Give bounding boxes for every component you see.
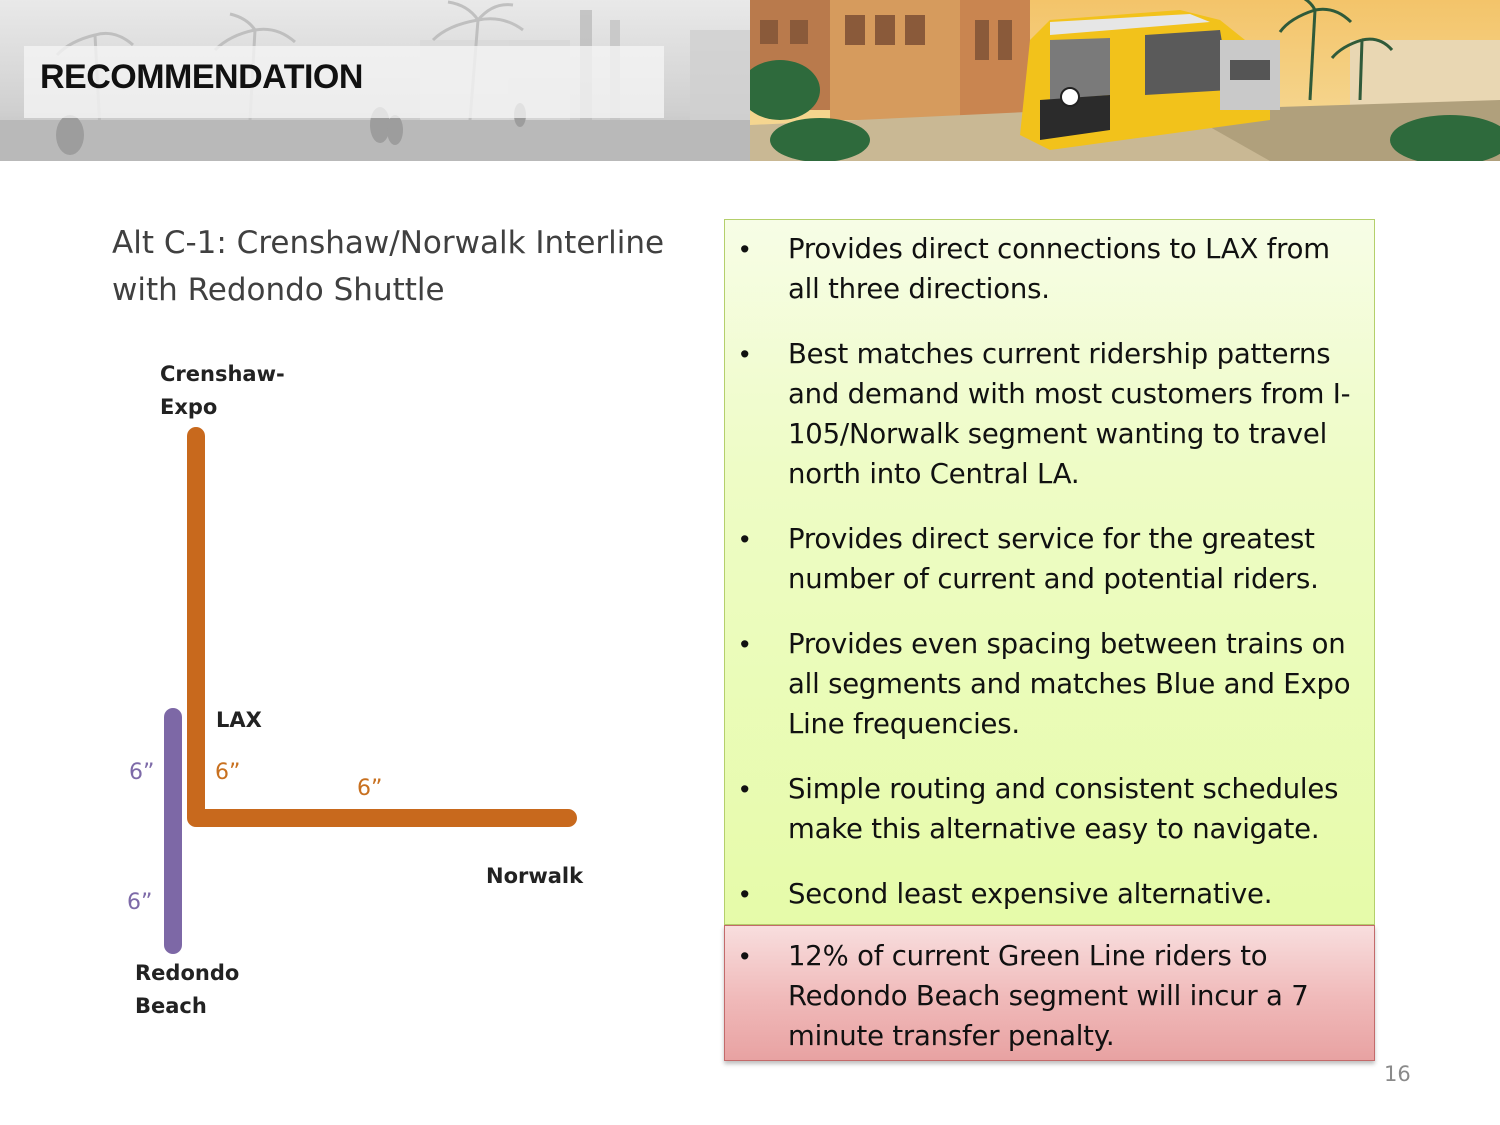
cons-box [724, 925, 1375, 1061]
alternative-title-line2: with Redondo Shuttle [112, 272, 445, 308]
page-title: RECOMMENDATION [40, 58, 363, 96]
bullet-dot: • [740, 524, 750, 554]
station-norwalk: Norwalk [486, 864, 584, 888]
train-illustration [750, 0, 1500, 161]
bullet-line: Provides direct connections to LAX from [788, 233, 1330, 265]
bullet-dot: • [740, 774, 750, 804]
bullet-line: 105/Norwalk segment wanting to travel [788, 418, 1328, 450]
frequency-orange-vertical: 6” [215, 760, 241, 785]
bullet-line: 12% of current Green Line riders to [788, 940, 1268, 972]
frequency-orange-horizontal: 6” [357, 776, 383, 801]
bullet-line: number of current and potential riders. [788, 563, 1319, 595]
bullet-line: Simple routing and consistent schedules [788, 773, 1339, 805]
bullet-text [788, 624, 1358, 744]
station-redondo-line1: Redondo [135, 961, 240, 985]
station-lax: LAX [216, 708, 262, 732]
bullet-line: minute transfer penalty. [788, 1020, 1115, 1052]
pros-box [724, 219, 1375, 925]
bullet-line: all segments and matches Blue and Expo [788, 668, 1351, 700]
alternative-title-line1: Alt C-1: Crenshaw/Norwalk Interline [112, 225, 665, 261]
bullet-line: Redondo Beach segment will incur a 7 [788, 980, 1309, 1012]
bullet-line: make this alternative easy to navigate. [788, 813, 1320, 845]
bullet-line: Line frequencies. [788, 708, 1020, 740]
station-redondo-beach [135, 957, 239, 1023]
frequency-purple-upper: 6” [129, 760, 155, 785]
bullet-dot: • [740, 879, 750, 909]
station-redondo-line2: Beach [135, 994, 207, 1018]
bullet-text [788, 519, 1358, 599]
bullet-line: Best matches current ridership patterns [788, 338, 1331, 370]
bullet-dot: • [740, 234, 750, 264]
bullet-line: Provides even spacing between trains on [788, 628, 1346, 660]
route-diagram [0, 0, 720, 1125]
bullet-line: north into Central LA. [788, 458, 1080, 490]
frequency-purple-lower: 6” [127, 890, 153, 915]
station-crenshaw-line2: Expo [160, 395, 218, 419]
bullet-text [788, 936, 1358, 1056]
station-crenshaw-line1: Crenshaw- [160, 362, 285, 386]
page-number: 16 [1384, 1062, 1411, 1086]
bullet-dot: • [740, 339, 750, 369]
bullet-dot: • [740, 629, 750, 659]
bullet-dot: • [740, 941, 750, 971]
station-crenshaw-expo [160, 358, 285, 424]
banner-train-illustration [750, 0, 1500, 161]
bullet-text [788, 769, 1358, 849]
crenshaw-norwalk-line [196, 436, 568, 818]
bullet-text [788, 874, 1358, 914]
bullet-text [788, 229, 1358, 309]
bullet-line: Second least expensive alternative. [788, 878, 1273, 910]
bullet-line: Provides direct service for the greatest [788, 523, 1315, 555]
bullet-line: all three directions. [788, 273, 1050, 305]
bullet-text [788, 334, 1358, 494]
bullet-line: and demand with most customers from I- [788, 378, 1351, 410]
